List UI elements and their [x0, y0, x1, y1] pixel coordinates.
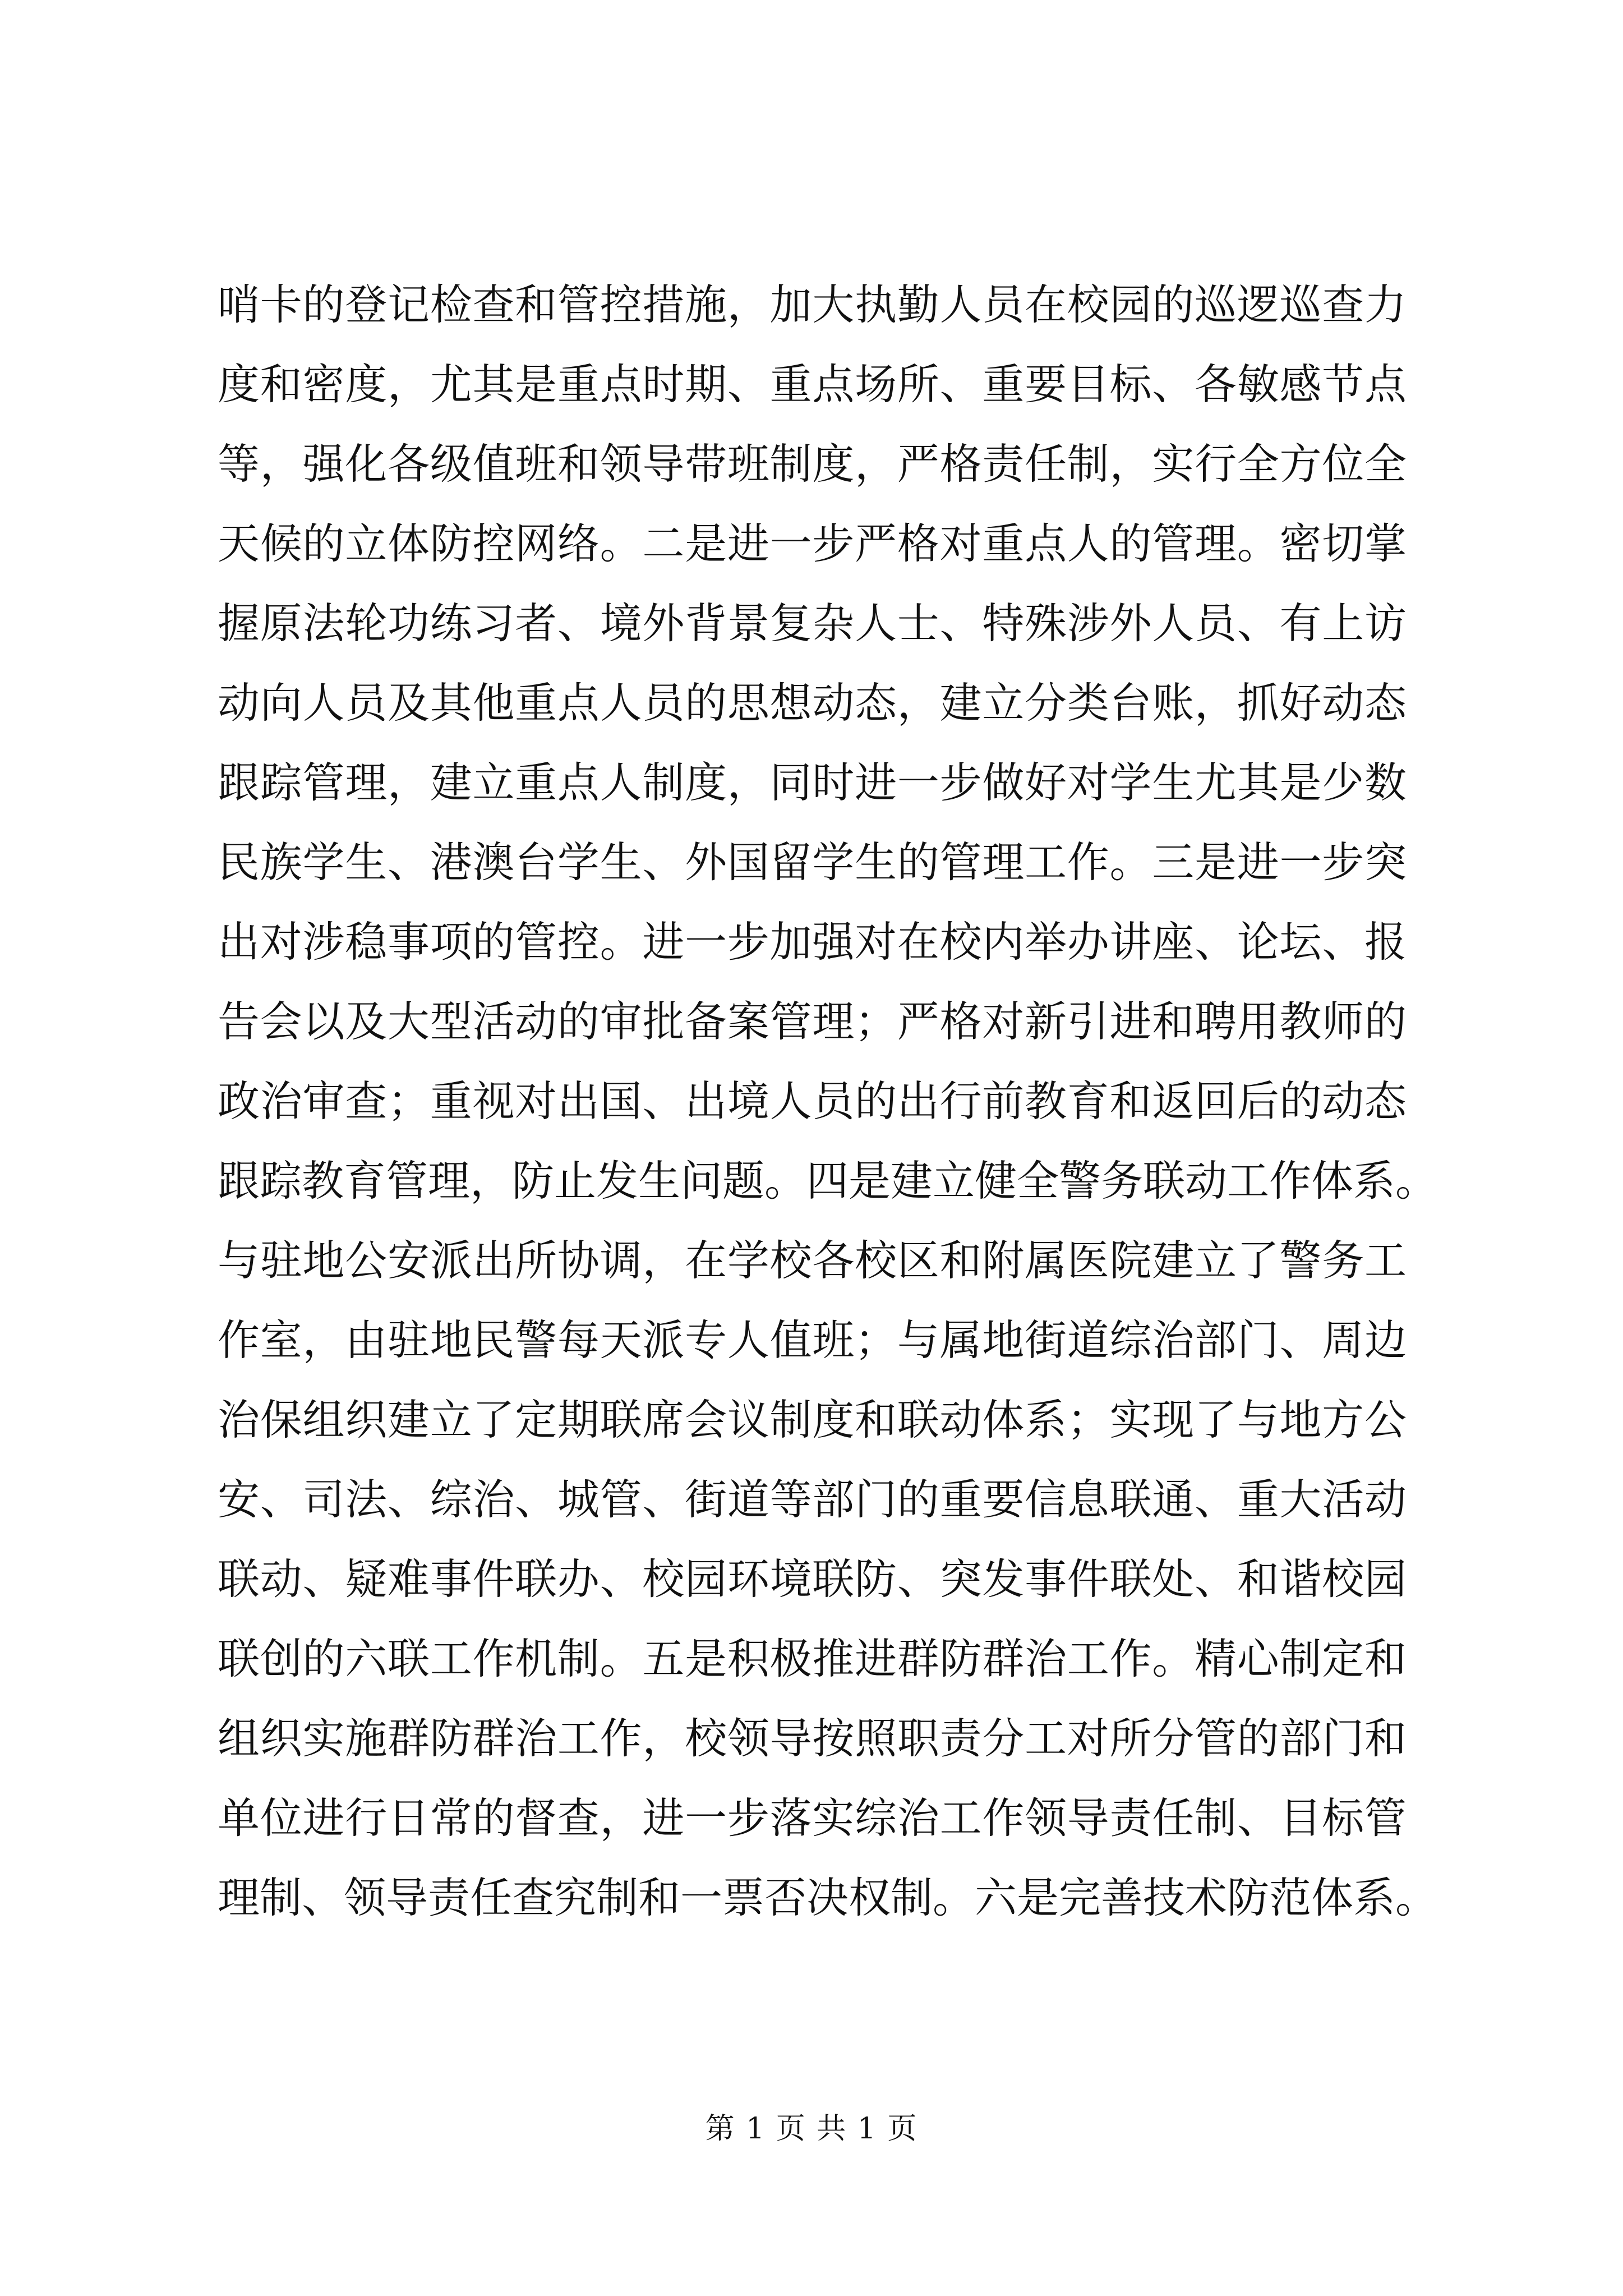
text-line: 安、司法、综治、城管、街道等部门的重要信息联通、重大活动 — [218, 1475, 1407, 1524]
text-line: 等，强化各级值班和领导带班制度，严格责任制，实行全方位全 — [218, 439, 1407, 489]
text-line: 联创的六联工作机制。五是积极推进群防群治工作。精心制定和 — [218, 1634, 1407, 1683]
text-line: 理制、领导责任查究制和一票否决权制。六是完善技术防范体系。 — [218, 1873, 1438, 1922]
text-line: 度和密度，尤其是重点时期、重点场所、重要目标、各敏感节点 — [218, 360, 1407, 409]
text-line: 出对涉稳事项的管控。进一步加强对在校内举办讲座、论坛、报 — [218, 917, 1407, 967]
text-line: 作室，由驻地民警每天派专人值班；与属地街道综治部门、周边 — [218, 1315, 1407, 1365]
text-line: 与驻地公安派出所协调，在学校各校区和附属医院建立了警务工 — [218, 1236, 1407, 1285]
body-paragraph — [218, 265, 1438, 1938]
text-line: 组织实施群防群治工作，校领导按照职责分工对所分管的部门和 — [218, 1714, 1407, 1763]
text-line: 政治审查；重视对出国、出境人员的出行前教育和返回后的动态 — [218, 1076, 1407, 1126]
page-number-footer: 第 1 页 共 1 页 — [705, 2112, 918, 2146]
text-line: 联动、疑难事件联办、校园环境联防、突发事件联处、和谐校园 — [218, 1554, 1407, 1604]
text-line: 民族学生、港澳台学生、外国留学生的管理工作。三是进一步突 — [218, 838, 1407, 887]
text-line: 动向人员及其他重点人员的思想动态，建立分类台账，抓好动态 — [218, 678, 1407, 728]
text-line: 单位进行日常的督查，进一步落实综治工作领导责任制、目标管 — [218, 1793, 1407, 1843]
text-line: 跟踪管理，建立重点人制度，同时进一步做好对学生尤其是少数 — [218, 758, 1407, 807]
text-line: 握原法轮功练习者、境外背景复杂人士、特殊涉外人员、有上访 — [218, 599, 1407, 648]
text-line: 跟踪教育管理，防止发生问题。四是建立健全警务联动工作体系。 — [218, 1156, 1438, 1205]
text-line: 告会以及大型活动的审批备案管理；严格对新引进和聘用教师的 — [218, 997, 1407, 1046]
text-line: 哨卡的登记检查和管控措施，加大执勤人员在校园的巡逻巡查力 — [218, 280, 1407, 329]
text-line: 治保组织建立了定期联席会议制度和联动体系；实现了与地方公 — [218, 1395, 1407, 1444]
text-line: 天候的立体防控网络。二是进一步严格对重点人的管理。密切掌 — [218, 519, 1407, 568]
